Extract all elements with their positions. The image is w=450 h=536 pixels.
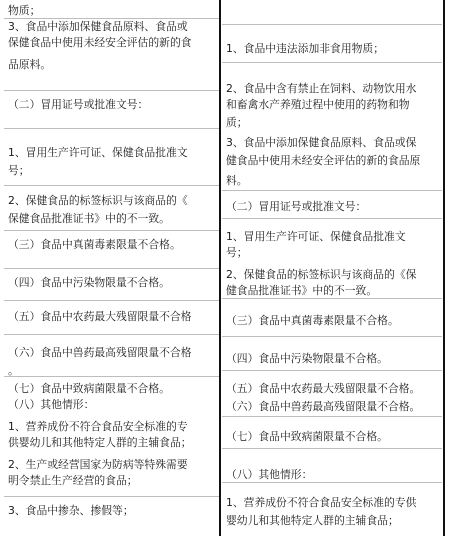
left-cell-line: 2、生产或经营国家为防病等特殊需要 — [8, 458, 188, 471]
cell-border — [4, 185, 220, 186]
cell-border — [222, 298, 442, 299]
right-cell-line: 婴幼儿和其他特定人群的主辅食品； — [226, 514, 399, 527]
right-cell-line: 1、冒用生产许可证、保健食品批准文 — [226, 230, 406, 243]
left-cell-line: 物质； — [8, 4, 41, 17]
left-cell-line: 3、食品中添加保健食品原料、食品或 — [8, 20, 188, 33]
right-cell-line: 质； — [226, 116, 248, 129]
cell-border — [222, 482, 442, 483]
left-cell-line: 1、冒用生产许可证、保健食品批准文 — [8, 146, 188, 159]
right-cell-line: 2、保健食品的标签标识与该商品的《保 — [226, 268, 417, 281]
right-cell-line: 号； — [226, 246, 248, 259]
cell-border — [4, 496, 220, 497]
left-cell-line: （五）食品中农药最大残留限量不合格 — [8, 310, 192, 323]
right-cell-line: （八）其他情形： — [226, 468, 313, 481]
cell-border — [222, 448, 442, 449]
right-cell-line: 2、食品中含有禁止在饲料、动物饮用水 — [226, 82, 417, 95]
right-cell-line: 健食品批准证书》中的不一致。 — [226, 284, 378, 297]
right-cell-line: 和畜禽水产养殖过程中使用的药物和物 — [226, 98, 410, 111]
cell-border — [4, 300, 220, 301]
cell-border — [222, 218, 442, 219]
cell-border — [4, 128, 220, 129]
cell-border — [222, 24, 442, 25]
cell-border — [4, 90, 220, 91]
left-cell-line: 保健食品中使用未经安全评估的新的食 — [8, 36, 192, 49]
left-cell-line: 明令禁止生产经营的食品； — [8, 474, 138, 487]
left-cell-line: （二）冒用证号或批准文号： — [8, 98, 149, 111]
left-cell-line: （三）食品中真菌毒素限量不合格。 — [8, 238, 181, 251]
left-cell-line: 保健食品批准证书》中的不一致。 — [8, 212, 170, 225]
right-cell-line: （七）食品中致病菌限量不合格。 — [226, 430, 388, 443]
left-cell-line: 3、食品中掺杂、掺假等； — [8, 504, 134, 517]
right-cell-line: （六）食品中兽药最高残留限量不合格。 — [226, 400, 421, 413]
left-cell-line: 。 — [8, 364, 19, 377]
cell-border — [4, 334, 220, 335]
left-cell-line: 品原料。 — [8, 58, 52, 71]
left-column — [4, 0, 220, 536]
cell-border — [222, 416, 442, 417]
cell-border — [222, 190, 442, 191]
right-cell-line: 健食品中使用未经安全评估的新的食品原 — [226, 154, 421, 167]
cell-border — [222, 370, 442, 371]
left-cell-line: 号； — [8, 164, 30, 177]
left-cell-line: （六）食品中兽药最高残留限量不合格 — [8, 346, 192, 359]
cell-border — [222, 336, 442, 337]
cell-border — [222, 62, 442, 63]
right-cell-line: 料。 — [226, 174, 248, 187]
cell-border — [4, 268, 220, 269]
right-cell-line: （四）食品中污染物限量不合格。 — [226, 352, 388, 365]
left-cell-line: 1、营养成份不符合食品安全标准的专 — [8, 420, 188, 433]
left-cell-line: 供婴幼儿和其他特定人群的主辅食品； — [8, 436, 192, 449]
column-divider — [219, 0, 221, 536]
right-cell-line: （五）食品中农药最大残留限量不合格。 — [226, 382, 421, 395]
cell-border — [4, 376, 220, 377]
right-cell-line: 3、食品中添加保健食品原料、食品或保 — [226, 136, 417, 149]
right-cell-line: （二）冒用证号或批准文号： — [226, 200, 367, 213]
right-border — [443, 0, 445, 536]
left-cell-line: （八）其他情形： — [8, 398, 95, 411]
cell-border — [4, 230, 220, 231]
right-cell-line: （三）食品中真菌毒素限量不合格。 — [226, 314, 399, 327]
left-cell-line: 2、保健食品的标签标识与该商品的《 — [8, 194, 188, 207]
left-cell-line: （七）食品中致病菌限量不合格。 — [8, 382, 170, 395]
right-cell-line: 1、营养成份不符合食品安全标准的专供 — [226, 496, 417, 509]
left-cell-line: （四）食品中污染物限量不合格。 — [8, 276, 170, 289]
right-cell-line: 1、食品中违法添加非食用物质； — [226, 42, 385, 55]
right-column — [222, 0, 442, 536]
cell-border — [4, 18, 220, 19]
